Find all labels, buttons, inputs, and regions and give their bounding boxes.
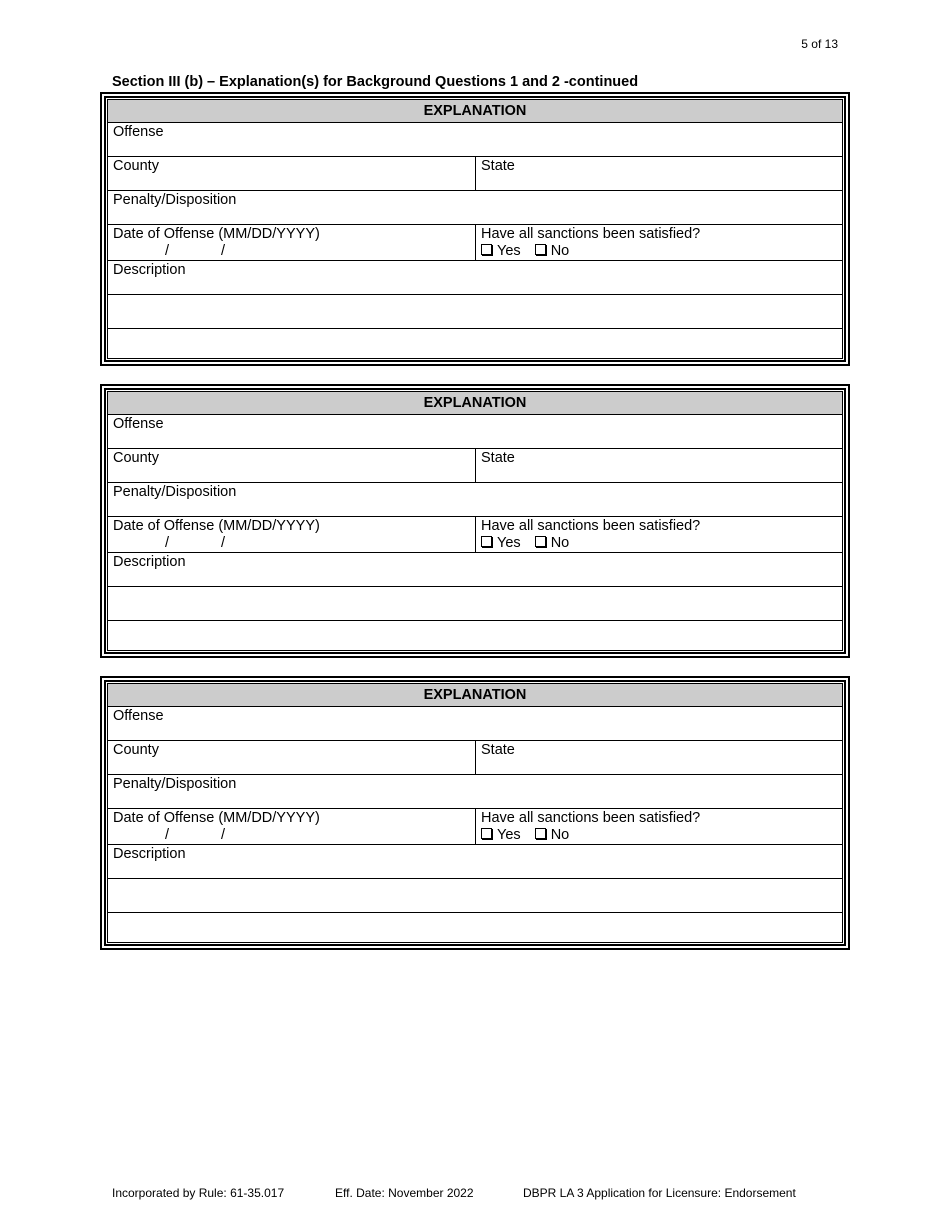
description-line[interactable] — [108, 295, 842, 329]
date-of-offense-field[interactable] — [108, 809, 476, 844]
penalty-row[interactable] — [108, 775, 842, 809]
offense-label: Offense — [113, 416, 164, 432]
sanctions-field — [476, 809, 842, 844]
date-separator: / — [165, 827, 170, 843]
yes-checkbox[interactable] — [481, 244, 492, 255]
explanation-form-1 — [100, 92, 850, 366]
date-separator: / — [221, 243, 226, 259]
penalty-label: Penalty/Disposition — [113, 484, 237, 500]
date-sanctions-row — [108, 225, 842, 261]
county-state-row — [108, 449, 842, 483]
date-separator: / — [165, 243, 170, 259]
explanation-header: EXPLANATION — [108, 684, 842, 707]
sanctions-question: Have all sanctions been satisfied? — [481, 226, 701, 242]
yes-label: Yes — [497, 243, 521, 259]
date-of-offense-label: Date of Offense (MM/DD/YYYY) — [113, 518, 320, 534]
description-label: Description — [113, 262, 186, 278]
explanation-form-2 — [100, 384, 850, 658]
yes-label: Yes — [497, 827, 521, 843]
yes-label: Yes — [497, 535, 521, 551]
county-state-row — [108, 741, 842, 775]
county-label: County — [113, 158, 159, 174]
description-row[interactable] — [108, 261, 842, 295]
offense-label: Offense — [113, 124, 164, 140]
no-checkbox[interactable] — [535, 828, 546, 839]
footer-rule: Incorporated by Rule: 61-35.017 — [112, 1186, 285, 1200]
county-label: County — [113, 742, 159, 758]
description-label: Description — [113, 846, 186, 862]
yes-checkbox[interactable] — [481, 828, 492, 839]
explanation-form-3 — [100, 676, 850, 950]
no-option[interactable] — [535, 243, 570, 259]
no-checkbox[interactable] — [535, 244, 546, 255]
county-field[interactable] — [108, 741, 476, 774]
date-separator: / — [165, 535, 170, 551]
no-checkbox[interactable] — [535, 536, 546, 547]
no-label: No — [550, 827, 570, 843]
no-option[interactable] — [535, 535, 570, 551]
sanctions-field — [476, 225, 842, 260]
offense-row[interactable] — [108, 123, 842, 157]
state-field[interactable] — [476, 157, 842, 190]
state-label: State — [481, 450, 515, 466]
sanctions-question: Have all sanctions been satisfied? — [481, 810, 701, 826]
description-row[interactable] — [108, 553, 842, 587]
offense-label: Offense — [113, 708, 164, 724]
description-line[interactable] — [108, 913, 842, 947]
no-label: No — [550, 243, 570, 259]
state-label: State — [481, 158, 515, 174]
state-field[interactable] — [476, 741, 842, 774]
county-label: County — [113, 450, 159, 466]
yes-option[interactable] — [481, 827, 521, 843]
penalty-label: Penalty/Disposition — [113, 776, 237, 792]
explanation-header: EXPLANATION — [108, 100, 842, 123]
county-field[interactable] — [108, 157, 476, 190]
sanctions-field — [476, 517, 842, 552]
state-label: State — [481, 742, 515, 758]
date-of-offense-label: Date of Offense (MM/DD/YYYY) — [113, 226, 320, 242]
date-separator: / — [221, 535, 226, 551]
footer-form-title: DBPR LA 3 Application for Licensure: Endorsement — [523, 1186, 796, 1200]
offense-row[interactable] — [108, 707, 842, 741]
description-row[interactable] — [108, 845, 842, 879]
page-footer — [112, 1186, 796, 1200]
sanctions-question: Have all sanctions been satisfied? — [481, 518, 701, 534]
date-of-offense-field[interactable] — [108, 225, 476, 260]
yes-checkbox[interactable] — [481, 536, 492, 547]
description-line[interactable] — [108, 587, 842, 621]
description-line[interactable] — [108, 621, 842, 655]
yes-option[interactable] — [481, 243, 521, 259]
date-sanctions-row — [108, 809, 842, 845]
county-field[interactable] — [108, 449, 476, 482]
description-line[interactable] — [108, 879, 842, 913]
yes-option[interactable] — [481, 535, 521, 551]
page-number: 5 of 13 — [801, 37, 838, 51]
penalty-label: Penalty/Disposition — [113, 192, 237, 208]
footer-eff-date: Eff. Date: November 2022 — [335, 1186, 474, 1200]
description-label: Description — [113, 554, 186, 570]
no-label: No — [550, 535, 570, 551]
date-separator: / — [221, 827, 226, 843]
offense-row[interactable] — [108, 415, 842, 449]
description-line[interactable] — [108, 329, 842, 363]
county-state-row — [108, 157, 842, 191]
penalty-row[interactable] — [108, 191, 842, 225]
no-option[interactable] — [535, 827, 570, 843]
section-title: Section III (b) – Explanation(s) for Background Questions 1 and 2 -continued — [112, 74, 639, 90]
date-sanctions-row — [108, 517, 842, 553]
state-field[interactable] — [476, 449, 842, 482]
date-of-offense-field[interactable] — [108, 517, 476, 552]
explanation-header: EXPLANATION — [108, 392, 842, 415]
penalty-row[interactable] — [108, 483, 842, 517]
date-of-offense-label: Date of Offense (MM/DD/YYYY) — [113, 810, 320, 826]
